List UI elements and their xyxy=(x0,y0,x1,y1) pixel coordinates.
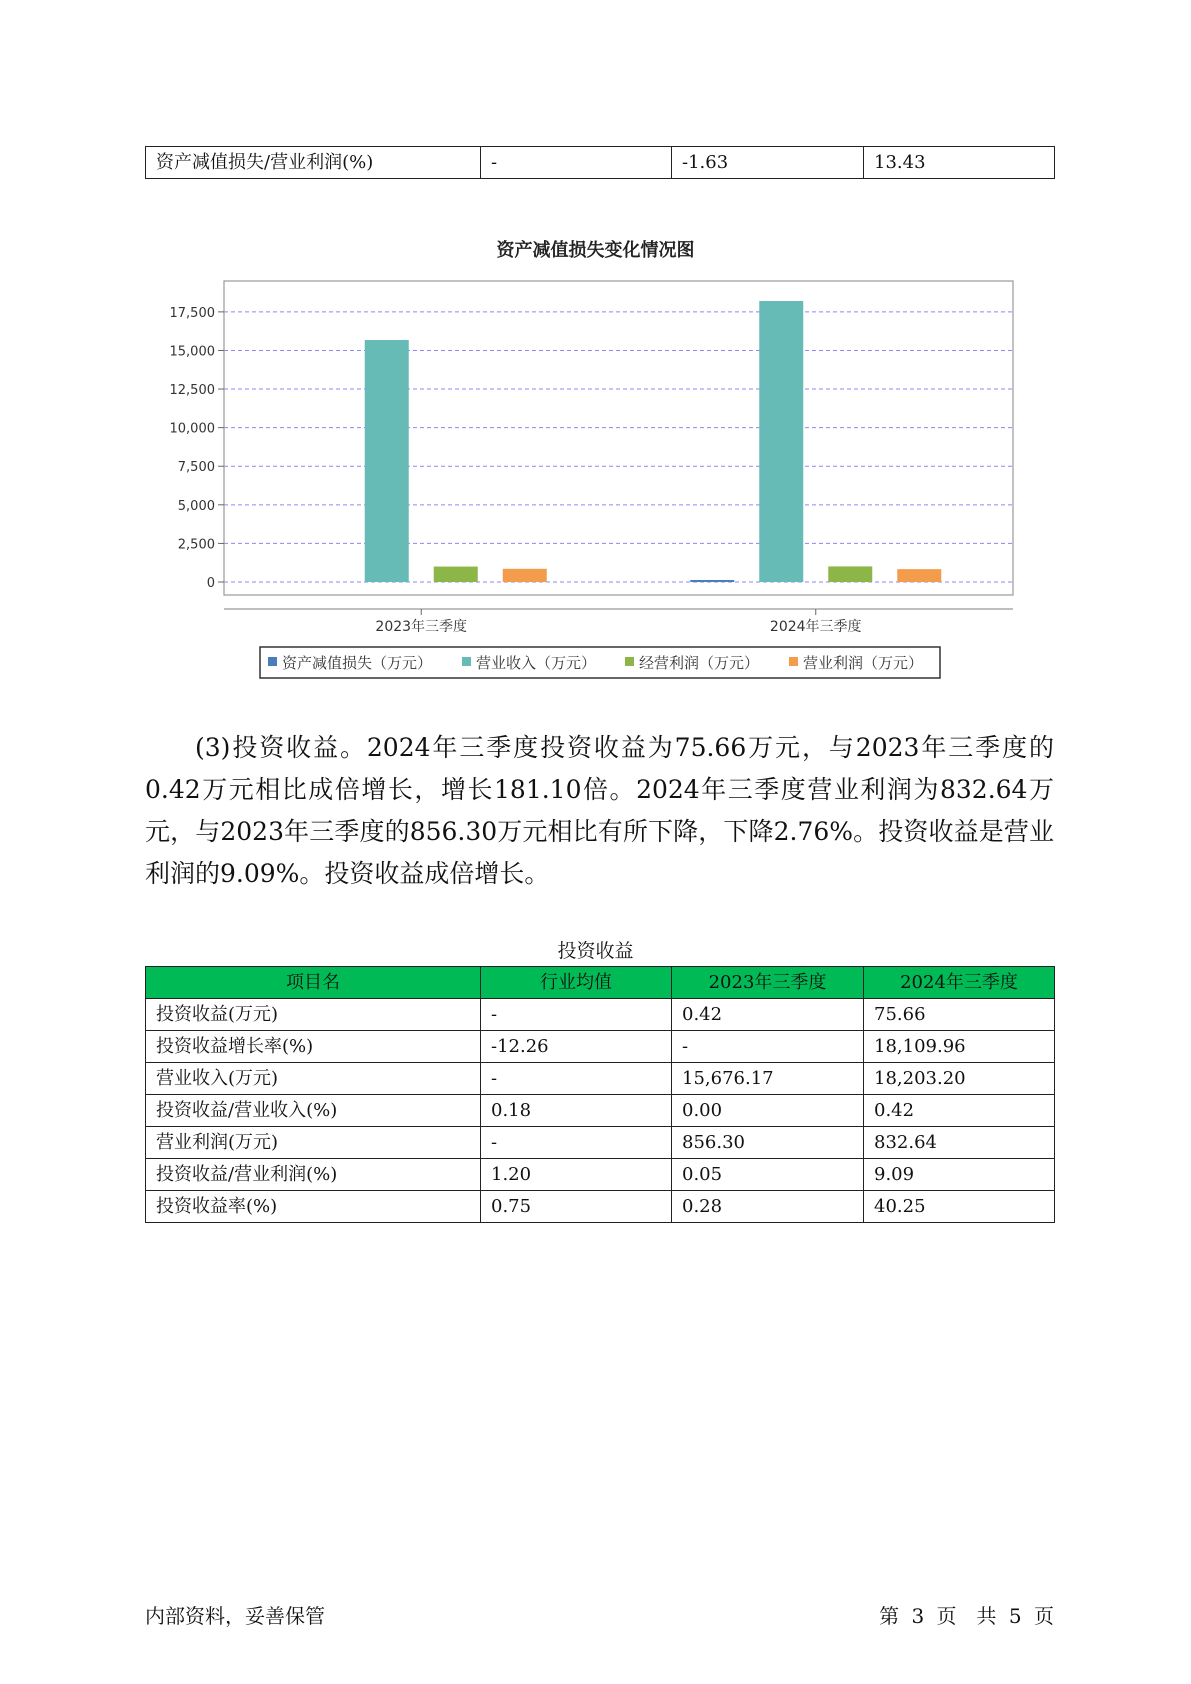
bar xyxy=(897,569,941,582)
cell: 75.66 xyxy=(864,999,1055,1031)
y-tick-label: 2,500 xyxy=(177,537,215,553)
cell: 40.25 xyxy=(864,1191,1055,1223)
cell: 0.75 xyxy=(481,1191,672,1223)
bar xyxy=(828,566,872,582)
row-label: 资产减值损失/营业利润(%) xyxy=(146,147,481,179)
value-2023: -1.63 xyxy=(672,147,864,179)
y-tick-label: 5,000 xyxy=(177,498,215,514)
table-header-row xyxy=(146,967,1055,999)
chart-title: 资产减值损失变化情况图 xyxy=(496,240,695,261)
y-tick-label: 0 xyxy=(206,576,215,591)
bar xyxy=(690,580,734,582)
table-row xyxy=(146,1031,1055,1063)
industry-avg: - xyxy=(481,147,672,179)
investment-income-paragraph: (3)投资收益。2024年三季度投资收益为75.66万元，与2023年三季度的0.42万元相比成倍增长，增长181.10倍。2024年三季度营业利润为832.64万元，与2023年三季度的856.30万元相比有所下降，下降2.76%。投资收益是营业利润的9.09%。投资收益成倍增长。 xyxy=(145,733,1054,888)
cell: 0.00 xyxy=(672,1095,864,1127)
bar xyxy=(759,301,803,582)
bar xyxy=(503,569,547,582)
cell: 投资收益/营业利润(%) xyxy=(146,1159,481,1191)
cell: 营业利润(万元) xyxy=(146,1127,481,1159)
legend-swatch xyxy=(625,657,634,666)
x-tick-label: 2023年三季度 xyxy=(375,619,468,635)
cell: 投资收益率(%) xyxy=(146,1191,481,1223)
cell: 投资收益/营业收入(%) xyxy=(146,1095,481,1127)
table-row xyxy=(146,1095,1055,1127)
bar xyxy=(365,340,409,582)
cell: 投资收益增长率(%) xyxy=(146,1031,481,1063)
x-tick-label: 2024年三季度 xyxy=(769,619,862,635)
y-tick-label: 15,000 xyxy=(169,344,215,360)
cell: 832.64 xyxy=(864,1127,1055,1159)
table-row xyxy=(146,1127,1055,1159)
table-row xyxy=(146,1159,1055,1191)
investment-income-table xyxy=(145,966,1055,1223)
page-number: 第 3 页 共 5 页 xyxy=(879,1604,1054,1628)
legend-swatch xyxy=(462,657,471,666)
legend-label: 经营利润（万元） xyxy=(639,654,760,672)
table-row xyxy=(146,999,1055,1031)
table-caption: 投资收益 xyxy=(557,940,634,962)
impairment-bar-chart xyxy=(0,0,1191,700)
legend-swatch xyxy=(268,657,277,666)
cell: 0.28 xyxy=(672,1191,864,1223)
header-2023: 2023年三季度 xyxy=(672,967,864,999)
cell: - xyxy=(481,1063,672,1095)
y-tick-label: 7,500 xyxy=(177,460,215,476)
cell: 0.42 xyxy=(672,999,864,1031)
legend-label: 营业收入（万元） xyxy=(476,654,597,672)
cell: 18,203.20 xyxy=(864,1063,1055,1095)
cell: - xyxy=(481,1127,672,1159)
cell: 0.18 xyxy=(481,1095,672,1127)
table-row xyxy=(146,1191,1055,1223)
y-tick-label: 12,500 xyxy=(169,383,215,399)
legend-label: 营业利润（万元） xyxy=(803,654,924,672)
cell: -12.26 xyxy=(481,1031,672,1063)
cell: 856.30 xyxy=(672,1127,864,1159)
cell: 1.20 xyxy=(481,1159,672,1191)
cell: - xyxy=(481,999,672,1031)
legend-label: 资产减值损失（万元） xyxy=(282,654,433,672)
cell: 投资收益(万元) xyxy=(146,999,481,1031)
cell: 15,676.17 xyxy=(672,1063,864,1095)
cell: 9.09 xyxy=(864,1159,1055,1191)
header-industry: 行业均值 xyxy=(481,967,672,999)
cell: 0.42 xyxy=(864,1095,1055,1127)
cell: 营业收入(万元) xyxy=(146,1063,481,1095)
value-2024: 13.43 xyxy=(864,147,1055,179)
y-tick-label: 10,000 xyxy=(169,421,215,437)
cell: 0.05 xyxy=(672,1159,864,1191)
cell: 18,109.96 xyxy=(864,1031,1055,1063)
cell: - xyxy=(672,1031,864,1063)
footer-confidential-note: 内部资料，妥善保管 xyxy=(145,1604,325,1628)
header-item: 项目名 xyxy=(146,967,481,999)
y-tick-label: 17,500 xyxy=(169,305,215,321)
table-row xyxy=(146,1063,1055,1095)
bar xyxy=(434,567,478,582)
legend-swatch xyxy=(789,657,798,666)
header-2024: 2024年三季度 xyxy=(864,967,1055,999)
